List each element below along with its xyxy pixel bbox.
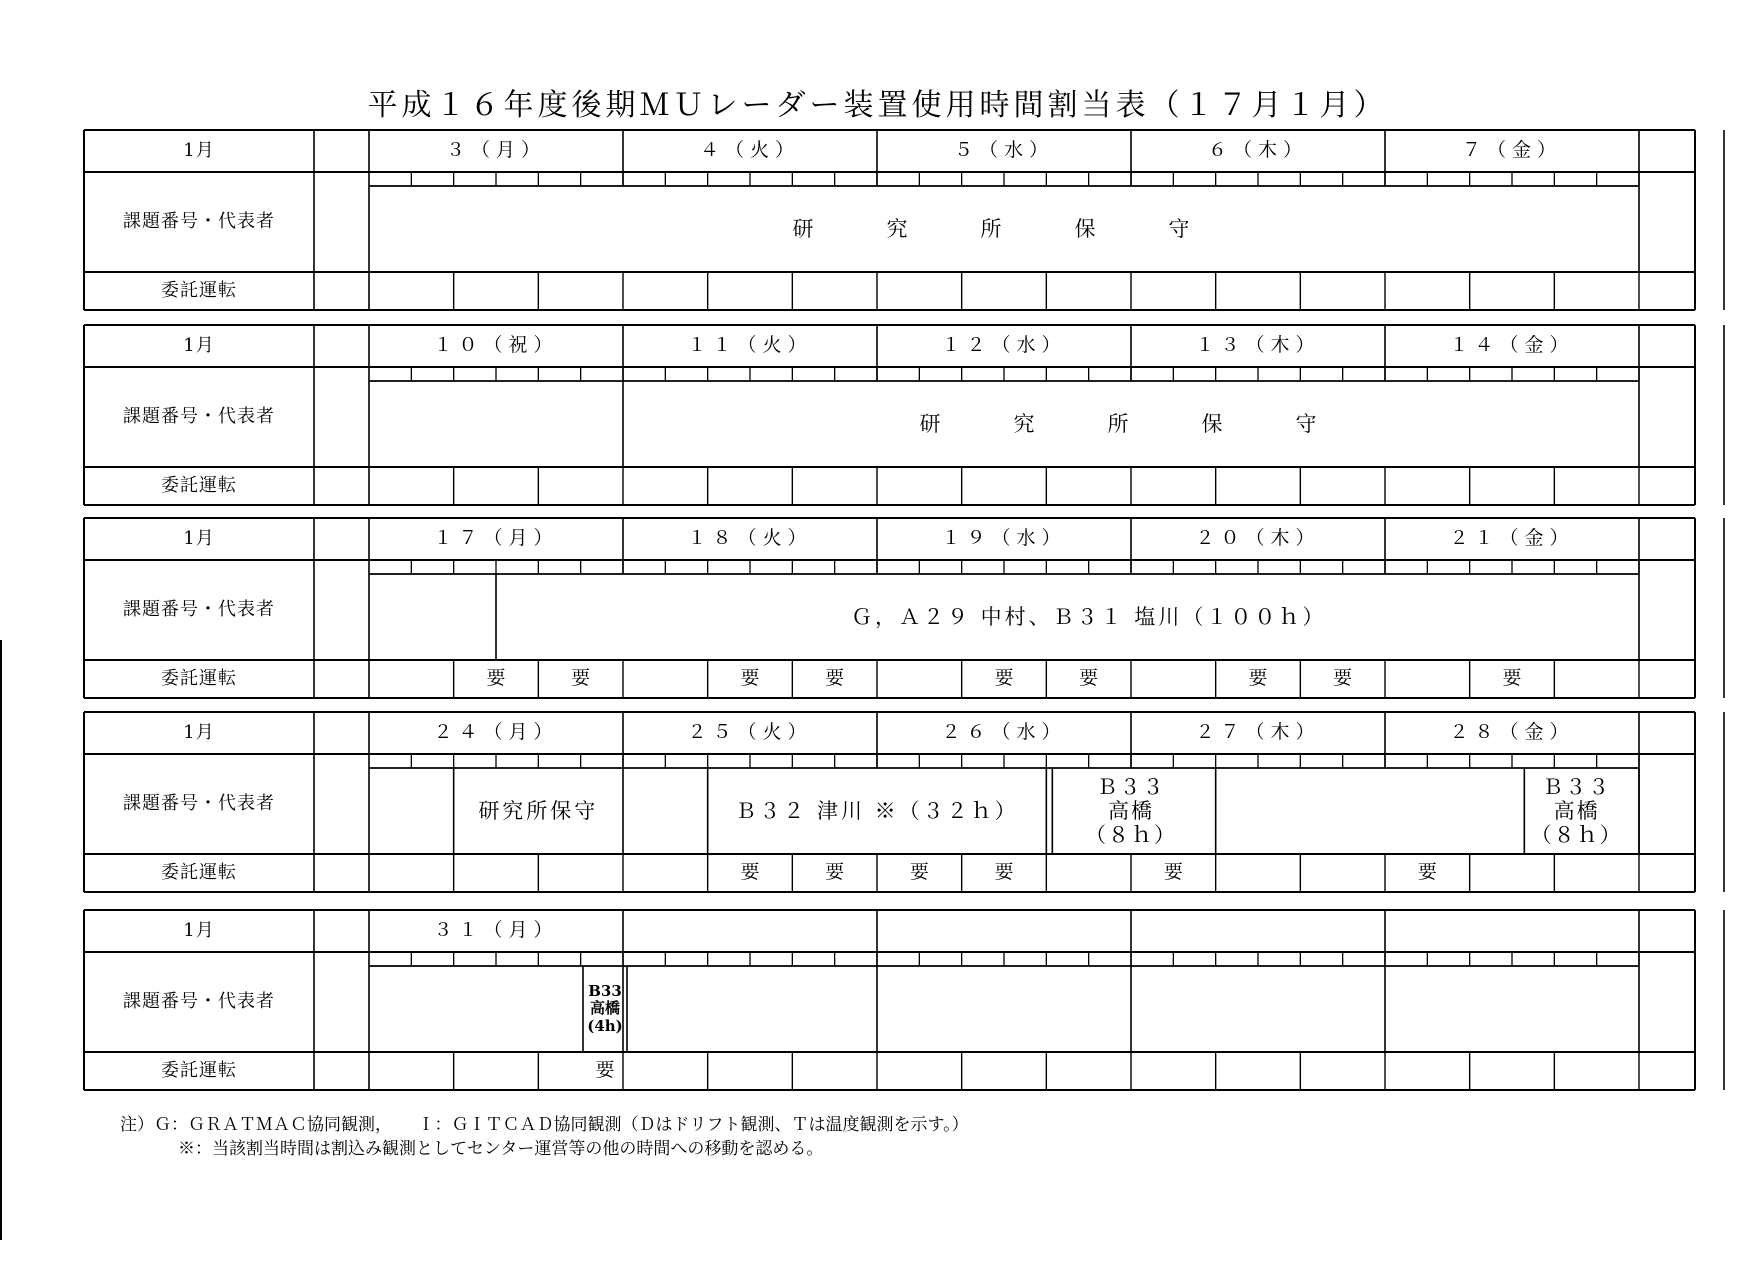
day-header: ７（金） [1461, 139, 1562, 162]
month-label: 1月 [183, 919, 215, 941]
required-mark: 要 [1248, 667, 1268, 690]
day-header: ２４（月） [433, 721, 559, 744]
day-header: ２１（金） [1449, 527, 1575, 550]
day-header [1385, 910, 1639, 952]
day-header: ４（火） [699, 139, 800, 162]
required-mark: 要 [825, 667, 845, 690]
required-mark: 要 [571, 667, 591, 690]
schedule-entry: 研 究 所 保 守 [792, 216, 1216, 241]
day-header: ２０（木） [1195, 527, 1321, 550]
day-header [1131, 910, 1385, 952]
day-header: １２（水） [941, 334, 1067, 357]
task-label: 課題番号・代表者 [123, 792, 275, 814]
month-label: 1月 [183, 527, 215, 549]
day-header: ２５（火） [687, 721, 813, 744]
day-header [623, 910, 877, 952]
required-mark: 要 [740, 667, 760, 690]
schedule-entry: Ｂ３３ 高橋 （８ｈ） [1084, 774, 1177, 848]
required-mark: 要 [1333, 667, 1353, 690]
day-header: １９（水） [941, 527, 1067, 550]
task-label: 課題番号・代表者 [123, 210, 275, 232]
required-mark: 要 [1163, 861, 1183, 884]
schedule-entry: Ｇ，Ａ２９ 中村、Ｂ３１ 塩川（１００ｈ） [850, 604, 1327, 629]
day-header: １０（祝） [433, 334, 559, 357]
day-header: ６（木） [1207, 139, 1308, 162]
footnote-1: 注）Ｇ：ＧＲＡＴＭＡＣ協同観測， Ｉ：ＧＩＴＣＡＤ協同観測（Ｄはドリフト観測、Ｔは温度観測を示す。） [120, 1115, 969, 1135]
schedule-entry: 研究所保守 [478, 798, 599, 823]
required-mark: 要 [1502, 667, 1522, 690]
schedule-entry: Ｂ３３ 高橋 （８ｈ） [1530, 774, 1623, 848]
day-header: ３（月） [445, 139, 546, 162]
commission-label: 委託運転 [161, 279, 237, 301]
required-mark: 要 [740, 861, 760, 884]
task-label: 課題番号・代表者 [123, 598, 275, 620]
commission-label: 委託運転 [161, 861, 237, 883]
month-label: 1月 [183, 139, 215, 161]
month-label: 1月 [183, 334, 215, 356]
day-header: １８（火） [687, 527, 813, 550]
required-mark: 要 [909, 861, 929, 884]
day-header: １１（火） [687, 334, 813, 357]
commission-label: 委託運転 [161, 667, 237, 689]
day-header: １４（金） [1449, 334, 1575, 357]
schedule-entry: B33 高橋 (4h) [587, 982, 623, 1035]
month-label: 1月 [183, 721, 215, 743]
task-label: 課題番号・代表者 [123, 990, 275, 1012]
day-header: ３１（月） [433, 919, 559, 942]
required-mark: 要 [994, 861, 1014, 884]
commission-label: 委託運転 [161, 474, 237, 496]
required-mark: 要 [825, 861, 845, 884]
day-header: ５（水） [953, 139, 1054, 162]
schedule-entry: Ｂ３２ 津川 ※（３２ｈ） [735, 798, 1019, 823]
day-header: １７（月） [433, 527, 559, 550]
required-mark: 要 [994, 667, 1014, 690]
day-header [877, 910, 1131, 952]
page-title: 平成１６年度後期ＭＵレーダー装置使用時間割当表（１７月１月） [367, 88, 1388, 123]
commission-label: 委託運転 [161, 1059, 237, 1081]
day-header: ２６（水） [941, 721, 1067, 744]
day-header: ２７（木） [1195, 721, 1321, 744]
required-mark: 要 [595, 1059, 615, 1082]
required-mark: 要 [486, 667, 506, 690]
task-label: 課題番号・代表者 [123, 405, 275, 427]
schedule-entry: 研 究 所 保 守 [919, 411, 1343, 436]
footnote-2: ※：当該割当時間は割込み観測としてセンター運営等の他の時間への移動を認める。 [178, 1139, 824, 1159]
required-mark: 要 [1079, 667, 1099, 690]
day-header: ２８（金） [1449, 721, 1575, 744]
day-header: １３（木） [1195, 334, 1321, 357]
required-mark: 要 [1417, 861, 1437, 884]
